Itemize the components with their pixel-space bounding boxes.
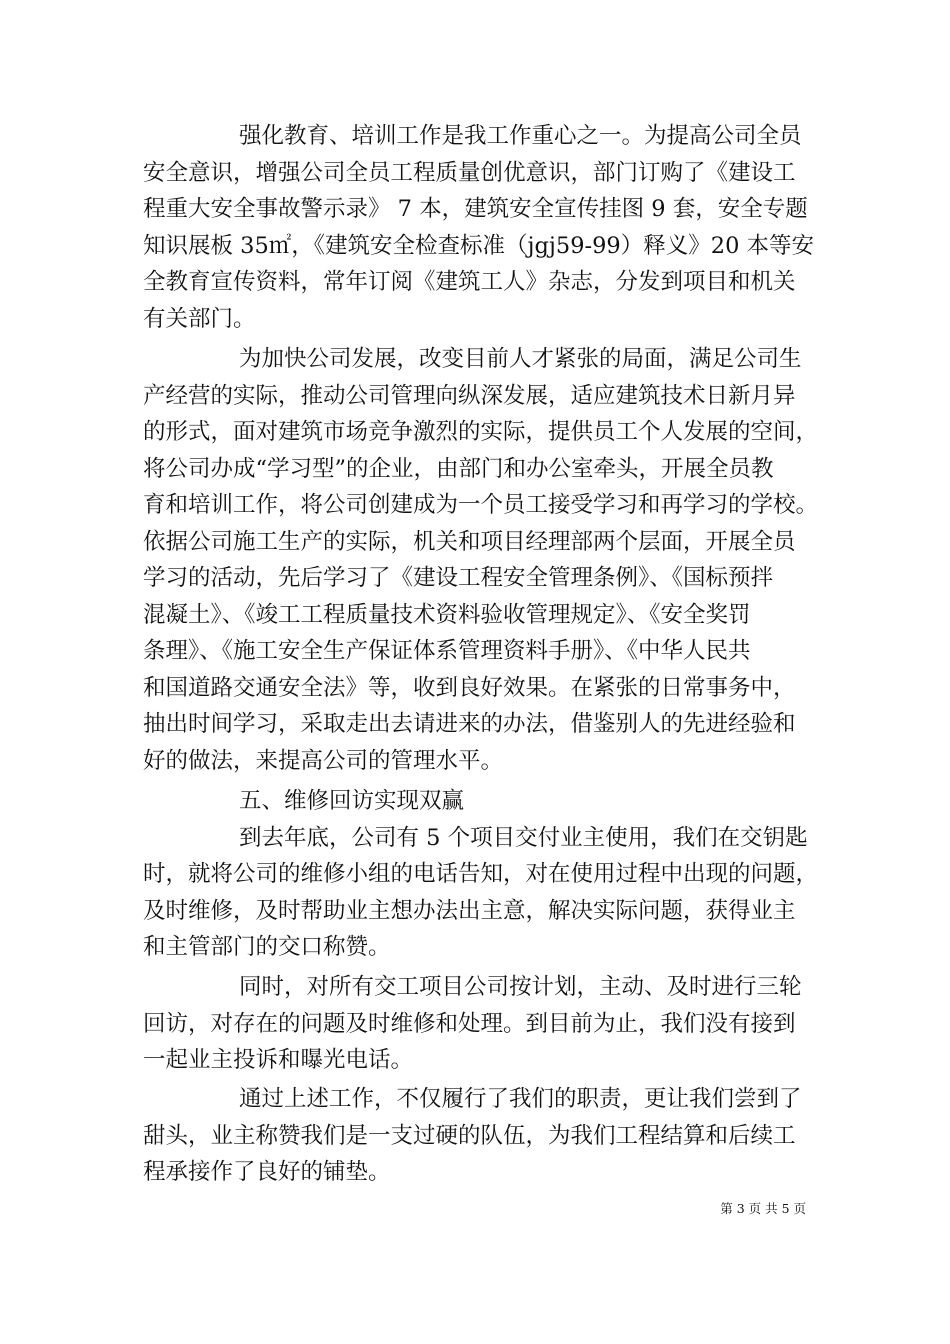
text-line: 有关部门。 (143, 305, 256, 332)
text-line: 强化教育、培训工作是我工作重心之一。为提高公司全员 (239, 123, 802, 149)
text-line: 为加快公司发展，改变目前人才紧张的局面，满足公司生 (239, 346, 802, 372)
text-line: 通过上述工作，不仅履行了我们的职责，更让我们尝到了 (239, 1086, 802, 1112)
text-line: 和国道路交通安全法》等，收到良好效果。在紧张的日常事务中， (143, 674, 796, 701)
text-line: 时，就将公司的维修小组的电话告知，对在使用过程中出现的问题， (143, 861, 819, 887)
text-line: 好的做法，来提高公司的管理水平。 (143, 747, 504, 774)
text-line: 五、维修回访实现双赢 (239, 788, 465, 814)
text-line: 抽出时间学习，采取走出去请进来的办法，借鉴别人的先进经验和 (143, 711, 796, 737)
text-line: 知识展板 35㎡，《建筑安全检查标准（jgj59-99）释义》20 本等安 (143, 232, 815, 259)
text-line: 同时，对所有交工项目公司按计划，主动、及时进行三轮 (239, 974, 802, 1000)
text-line: 及时维修，及时帮助业主想办法出主意，解决实际问题，获得业主 (143, 897, 796, 924)
text-line: 甜头，业主称赞我们是一支过硬的队伍，为我们工程结算和后续工 (143, 1122, 796, 1149)
text-line: 程重大安全事故警示录》 7 本，建筑安全宣传挂图 9 套，安全专题 (143, 196, 808, 222)
text-line: 混凝土》、《竣工工程质量技术资料验收管理规定》、《安全奖罚 (143, 601, 751, 628)
text-line: 全教育宣传资料，常年订阅《建筑工人》杂志，分发到项目和机关 (143, 269, 796, 295)
text-line: 产经营的实际，推动公司管理向纵深发展，适应建筑技术日新月异 (143, 382, 796, 409)
text-line: 程承接作了良好的铺垫。 (143, 1159, 391, 1185)
text-line: 安全意识，增强公司全员工程质量创优意识，部门订购了《建设工 (143, 159, 796, 186)
text-line: 将公司办成“学习型”的企业，由部门和办公室牵头，开展全员教 (143, 455, 774, 482)
text-line: 的形式，面对建筑市场竞争激烈的实际，提供员工个人发展的空间， (143, 419, 819, 445)
text-line: 依据公司施工生产的实际，机关和项目经理部两个层面，开展全员 (143, 528, 796, 555)
text-line: 学习的活动，先后学习了《建设工程安全管理条例》、《国标预拌 (143, 565, 774, 591)
text-line: 和主管部门的交口称赞。 (143, 934, 391, 960)
text-line: 育和培训工作，将公司创建成为一个员工接受学习和再学习的学校。 (143, 492, 819, 518)
text-line: 一起业主投诉和曝光电话。 (143, 1047, 414, 1073)
text-line: 回访，对存在的问题及时维修和处理。到目前为止，我们没有接到 (143, 1010, 796, 1037)
text-line: 条理》、《施工安全生产保证体系管理资料手册》、《中华人民共 (143, 638, 751, 664)
text-line: 到去年底，公司有 5 个项目交付业主使用，我们在交钥匙 (239, 824, 808, 851)
page-number-footer: 第 3 页 共 5 页 (720, 1201, 806, 1216)
